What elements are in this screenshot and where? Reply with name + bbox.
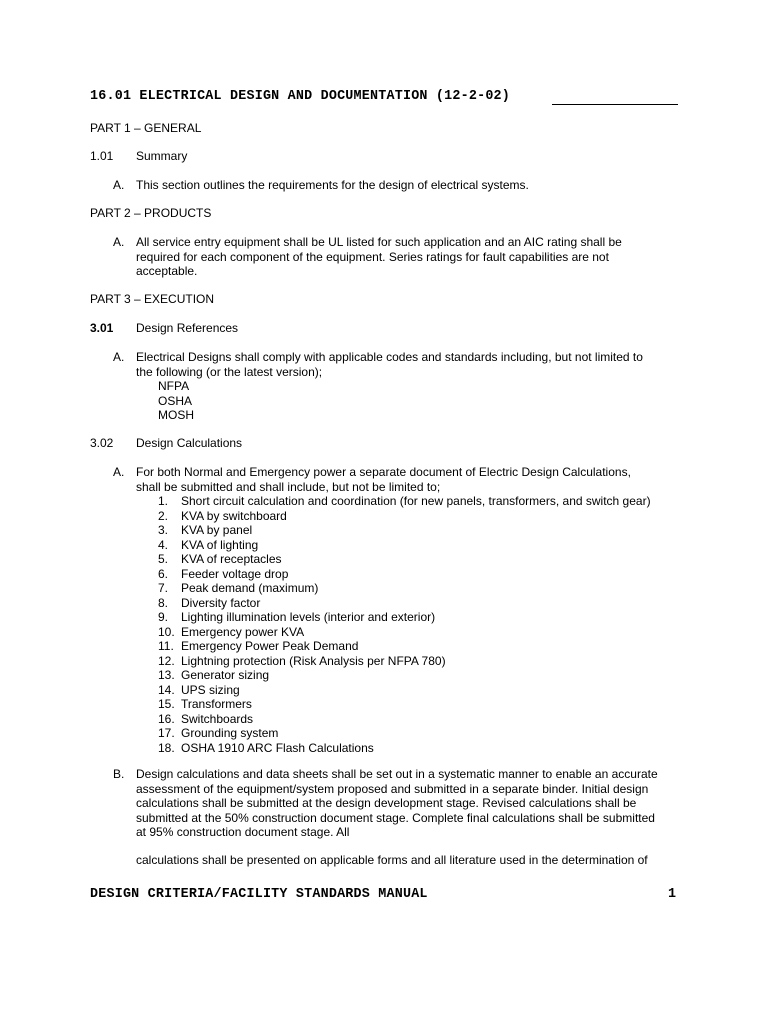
list-item-number: 8. (158, 595, 169, 610)
page-number: 1 (668, 887, 677, 902)
list-item: KVA by switchboard (181, 508, 287, 523)
section-3-01-title: Design References (136, 321, 239, 335)
reference-item: MOSH (158, 408, 194, 422)
submission-line: assessment of the equipment/system proposed and submitted in a separate binder. Initial design (136, 781, 649, 796)
submission-line: at 95% construction document stage. All (136, 825, 350, 839)
list-item: Lighting illumination levels (interior and exterior) (181, 610, 436, 624)
submission-line: calculations shall be submitted at the design development stage. Revised calculations shall be (136, 796, 637, 810)
paragraph-letter: A. (113, 235, 125, 249)
products-line: All service entry equipment shall be UL listed for such application and an AIC rating shall be (136, 235, 622, 249)
list-item-number: 7. (158, 581, 169, 595)
reference-item: NFPA (158, 379, 190, 393)
list-item-number: 13. (158, 668, 175, 682)
list-item: Emergency power KVA (181, 624, 305, 639)
list-item-number: 6. (158, 566, 169, 581)
list-item-number: 3. (158, 523, 169, 537)
list-item-number: 11. (158, 639, 174, 653)
section-3-01-number: 3.01 (90, 321, 114, 335)
list-item-number: 1. (158, 494, 169, 508)
section-3-02-title: Design Calculations (136, 436, 243, 450)
list-item: Feeder voltage drop (181, 566, 289, 581)
references-line: the following (or the latest version); (136, 364, 323, 379)
paragraph-letter: A. (113, 178, 125, 192)
paragraph-letter: A. (113, 350, 125, 364)
list-item-number: 16. (158, 711, 175, 726)
list-item: KVA of lighting (181, 537, 259, 552)
paragraph-letter: A. (113, 465, 125, 479)
list-item: Short circuit calculation and coordination (for new panels, transformers, and switch gear) (181, 494, 651, 508)
list-item-number: 15. (158, 697, 175, 711)
list-item-number: 10. (158, 624, 175, 639)
document-title: 16.01 ELECTRICAL DESIGN AND DOCUMENTATION (12-2-02) (90, 89, 511, 104)
list-item: UPS sizing (181, 682, 240, 697)
section-3-02-number: 3.02 (90, 436, 114, 450)
list-item-number: 14. (158, 682, 175, 697)
list-item-number: 4. (158, 537, 169, 552)
paragraph-letter: B. (113, 767, 125, 781)
submission-line: submitted at the 50% construction document stage. Complete final calculations shall be submitted (136, 810, 655, 825)
list-item-number: 18. (158, 740, 175, 755)
list-item: Emergency Power Peak Demand (181, 639, 359, 653)
products-line: required for each component of the equipment. Series ratings for fault capabilities are not (136, 249, 609, 264)
reference-item: OSHA (158, 393, 193, 408)
list-item: Grounding system (181, 726, 279, 740)
list-item: Transformers (181, 697, 252, 711)
calculations-line: For both Normal and Emergency power a separate document of Electric Design Calculations, (136, 465, 631, 479)
footer-title: DESIGN CRITERIA/FACILITY STANDARDS MANUAL (90, 887, 428, 902)
submission-line: Design calculations and data sheets shall be set out in a systematic manner to enable an accurate (136, 767, 658, 781)
list-item-number: 2. (158, 508, 169, 523)
list-item-number: 9. (158, 610, 169, 624)
part-3-heading: PART 3 – EXECUTION (90, 292, 215, 306)
list-item: Switchboards (181, 711, 254, 726)
list-item-number: 5. (158, 552, 169, 566)
title-underline (552, 104, 678, 105)
references-line: Electrical Designs shall comply with applicable codes and standards including, but not limited to (136, 350, 643, 364)
list-item: KVA of receptacles (181, 552, 282, 566)
part-2-heading: PART 2 – PRODUCTS (90, 206, 212, 220)
section-1-01-title: Summary (136, 149, 188, 163)
part-1-heading: PART 1 – GENERAL (90, 121, 202, 135)
list-item: OSHA 1910 ARC Flash Calculations (181, 740, 374, 755)
calculations-line: shall be submitted and shall include, but not be limited to; (136, 479, 441, 494)
list-item: Peak demand (maximum) (181, 581, 319, 595)
list-item: Generator sizing (181, 668, 270, 682)
list-item: KVA by panel (181, 523, 253, 537)
continuation-text: calculations shall be presented on applicable forms and all literature used in the determination of (136, 853, 648, 867)
list-item-number: 17. (158, 726, 175, 740)
products-line: acceptable. (136, 264, 198, 278)
section-1-01-number: 1.01 (90, 149, 114, 163)
summary-text: This section outlines the requirements for the design of electrical systems. (136, 178, 529, 192)
list-item: Diversity factor (181, 595, 261, 610)
list-item-number: 12. (158, 653, 175, 668)
list-item: Lightning protection (Risk Analysis per NFPA 780) (181, 653, 446, 668)
